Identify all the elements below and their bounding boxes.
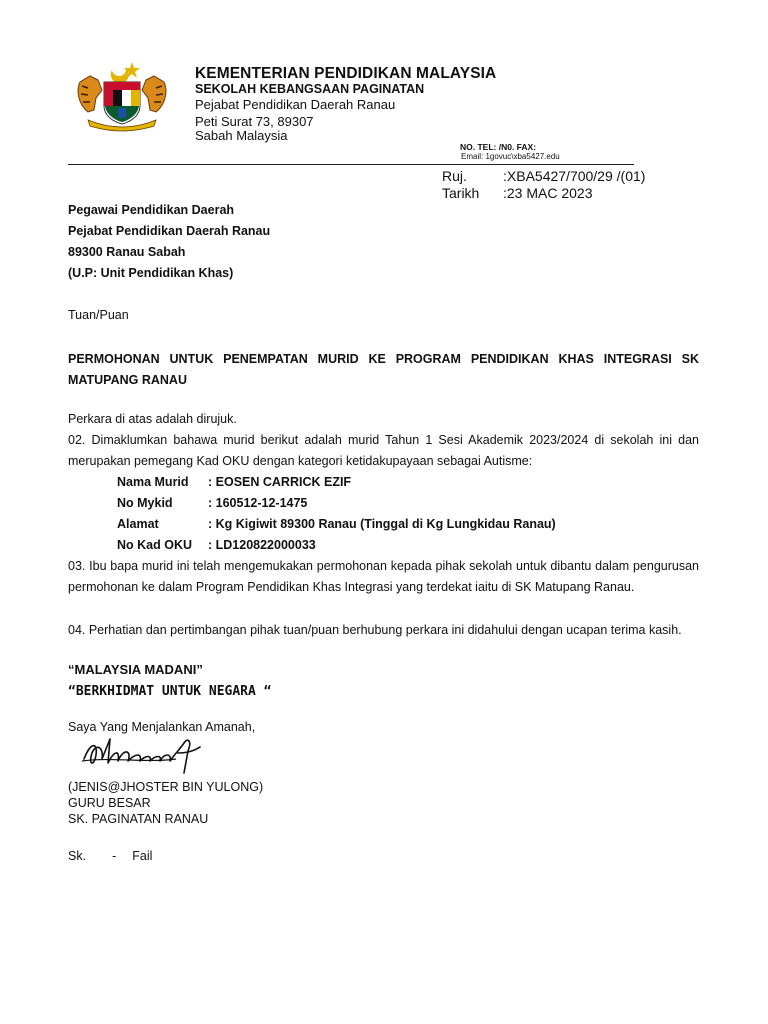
recipient-line-3: 89300 Ranau Sabah [68,245,186,259]
cc-label: Sk. [68,849,87,863]
paragraph-02: 02. Dimaklumkan bahawa murid berikut adalah murid Tahun 1 Sesi Akademik 2023/2024 di sekolah ini dan merupakan pemegang Kad OKU dengan kategori ketidakupayaan sebagai Autisme: [68,433,699,468]
recipient-line-1: Pegawai Pendidikan Daerah [68,203,235,217]
malaysia-coat-of-arms-icon [74,60,170,132]
signatory-school: SK. PAGINATAN RANAU [68,812,209,826]
cc-value: Fail [132,849,153,863]
tel-fax: NO. TEL: /N0. FAX: [460,142,537,152]
coat-of-arms-logo [74,60,170,132]
detail-value-oku: : LD120822000033 [208,538,316,552]
signatory-name: (JENIS@JHOSTER BIN YULONG) [68,780,264,794]
intro-paragraph: Perkara di atas adalah dirujuk. [68,412,237,426]
cc-dash: - [112,849,117,863]
detail-label-address: Alamat [117,517,159,531]
tarikh-value: :23 MAC 2023 [503,185,593,201]
slogan-berkhidmat: “BERKHIDMAT UNTUK NEGARA “ [68,684,272,699]
header-divider [68,164,634,165]
detail-label-name: Nama Murid [117,475,189,489]
cc-line [68,849,152,863]
paragraph-03: 03. Ibu bapa murid ini telah mengemukakan permohonan kepada pihak sekolah untuk dibantu dalam pengurusan permohonan ke dalam Program Pendidikan Khas Integrasi yang terdekat iaitu di SK Matupang Ranau. [68,559,699,594]
detail-label-mykid: No Mykid [117,496,173,510]
closing: Saya Yang Menjalankan Amanah, [68,720,256,734]
school-address-line-2: Peti Surat 73, 89307 [195,114,314,129]
detail-value-name: : EOSEN CARRICK EZIF [208,475,352,489]
salutation: Tuan/Puan [68,308,129,322]
detail-value-address: : Kg Kigiwit 89300 Ranau (Tinggal di Kg Lungkidau Ranau) [208,517,556,531]
school-address-line-1: Pejabat Pendidikan Daerah Ranau [195,97,396,112]
school-name: SEKOLAH KEBANGSAAN PAGINATAN [195,82,425,96]
paragraph-04: 04. Perhatian dan pertimbangan pihak tuan/puan berhubung perkara ini didahului dengan ucapan terima kasih. [68,623,682,637]
detail-label-oku: No Kad OKU [117,538,192,552]
signature [80,733,205,775]
recipient-line-2: Pejabat Pendidikan Daerah Ranau [68,224,271,238]
ministry-name: KEMENTERIAN PENDIDIKAN MALAYSIA [195,65,497,82]
email: Email: 1govuc\xba5427.edu [461,152,560,161]
subject: PERMOHONAN UNTUK PENEMPATAN MURID KE PROGRAM PENDIDIKAN KHAS INTEGRASI SK MATUPANG RANAU [68,352,699,387]
slogan-malaysia-madani: “MALAYSIA MADANI” [68,662,203,677]
detail-value-mykid: : 160512-12-1475 [208,496,308,510]
ruj-label: Ruj. [442,168,467,184]
signatory-title: GURU BESAR [68,796,151,810]
ruj-value: :XBA5427/700/29 /(01) [503,168,646,184]
recipient-line-4: (U.P: Unit Pendidikan Khas) [68,266,234,280]
tarikh-label: Tarikh [442,185,480,201]
school-address-line-3: Sabah Malaysia [195,128,288,143]
